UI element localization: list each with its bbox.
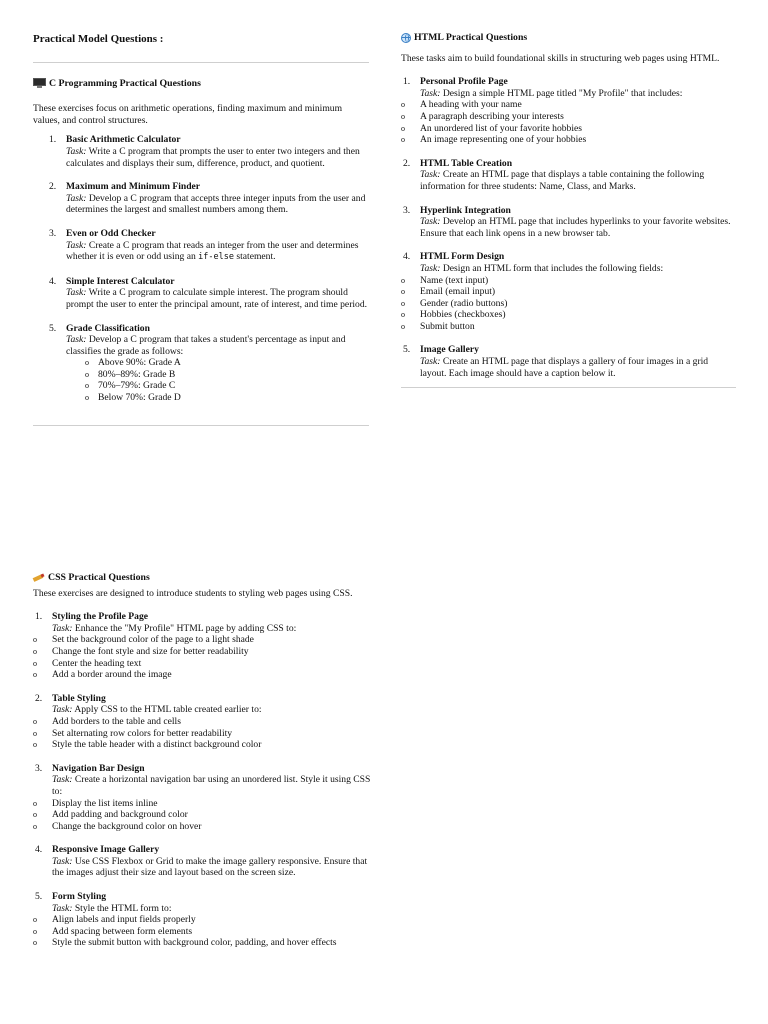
task-text: Create a horizontal navigation bar using an unordered list. Style it using CSS to: bbox=[52, 774, 371, 797]
bullet-marker: o bbox=[33, 716, 37, 726]
task-label: Task: bbox=[52, 902, 73, 914]
list-item-text: Display the list items inline bbox=[52, 797, 158, 809]
task-title: HTML Table Creation bbox=[420, 157, 513, 169]
bullet-marker: o bbox=[401, 135, 405, 145]
list-item-text: An image representing one of your hobbies bbox=[420, 134, 587, 146]
list-item bbox=[401, 309, 736, 321]
list-item-text: Add borders to the table and cells bbox=[52, 715, 181, 727]
task-description bbox=[420, 88, 736, 100]
task-description bbox=[66, 287, 369, 310]
divider bbox=[33, 425, 369, 426]
list-item bbox=[401, 298, 736, 310]
list-item bbox=[33, 669, 373, 681]
list-item bbox=[33, 369, 369, 381]
task-description bbox=[420, 356, 736, 379]
task-label: Task: bbox=[66, 239, 87, 251]
list-item bbox=[401, 275, 736, 287]
task-description bbox=[52, 903, 373, 915]
list-item-text: Style the submit button with background color, padding, and hover effects bbox=[52, 937, 337, 949]
task-text: Develop an HTML page that includes hyperlinks to your favorite websites. Ensure that each link opens in a new browser tab. bbox=[420, 216, 731, 239]
list-item-text: Set alternating row colors for better readability bbox=[52, 727, 233, 739]
css-section-intro: These exercises are designed to introduce students to styling web pages using CSS. bbox=[33, 587, 353, 599]
code-snippet: if-else bbox=[198, 252, 234, 263]
list-item-text: Set the background color of the page to a light shade bbox=[52, 634, 254, 646]
task-number: 4. bbox=[35, 844, 43, 856]
list-item-text: Add a border around the image bbox=[52, 669, 172, 681]
task-number: 4. bbox=[403, 251, 411, 263]
task-label: Task: bbox=[52, 622, 73, 634]
html-section-title bbox=[401, 32, 736, 44]
task-description bbox=[52, 856, 373, 879]
list-item bbox=[33, 914, 373, 926]
bullet-marker: o bbox=[33, 635, 37, 645]
task-text: Use CSS Flexbox or Grid to make the image gallery responsive. Ensure that the images adjust their size and layout based on the screen size. bbox=[52, 855, 368, 879]
monitor-icon bbox=[33, 78, 46, 88]
list-item-text: Email (email input) bbox=[420, 286, 496, 298]
bullet-marker: o bbox=[33, 728, 37, 738]
task-label: Task: bbox=[66, 334, 87, 346]
html-section-intro: These tasks aim to build foundational skills in structuring web pages using HTML. bbox=[401, 52, 720, 64]
list-item bbox=[401, 99, 736, 111]
task-number: 5. bbox=[403, 344, 411, 356]
bullet-marker: o bbox=[401, 275, 405, 285]
list-item-text: A heading with your name bbox=[420, 99, 522, 111]
list-item-text: Below 70%: Grade D bbox=[98, 392, 181, 404]
html-task-3 bbox=[401, 205, 736, 240]
task-title: Simple Interest Calculator bbox=[66, 275, 175, 287]
c-task-list bbox=[33, 134, 369, 403]
task-label: Task: bbox=[420, 356, 441, 368]
task-description bbox=[66, 193, 369, 216]
divider bbox=[33, 62, 369, 63]
task-number: 3. bbox=[35, 762, 43, 774]
c-task-1 bbox=[33, 134, 369, 169]
html-task-1 bbox=[401, 76, 736, 146]
list-item bbox=[33, 809, 373, 821]
bullet-marker: o bbox=[33, 798, 37, 808]
list-item bbox=[33, 392, 369, 404]
list-item-text: Above 90%: Grade A bbox=[98, 357, 181, 369]
task-label: Task: bbox=[52, 855, 73, 867]
bullet-marker: o bbox=[401, 100, 405, 110]
form-fields-bullet-list bbox=[401, 274, 736, 333]
list-item bbox=[33, 926, 373, 938]
list-item-text: A paragraph describing your interests bbox=[420, 110, 564, 122]
task-title: HTML Form Design bbox=[420, 251, 505, 263]
list-item bbox=[401, 321, 736, 333]
task-title: Grade Classification bbox=[66, 322, 150, 334]
bullet-marker: o bbox=[33, 926, 37, 936]
list-item-text: Submit button bbox=[420, 320, 475, 332]
list-item bbox=[401, 123, 736, 135]
list-item-text: Center the heading text bbox=[52, 657, 142, 669]
globe-icon bbox=[401, 33, 411, 43]
bullet-marker: o bbox=[85, 393, 89, 403]
bullet-marker: o bbox=[33, 938, 37, 948]
html-task-4 bbox=[401, 251, 736, 332]
list-item-text: 80%–89%: Grade B bbox=[98, 368, 176, 380]
task-text: Develop a C program that accepts three integer inputs from the user and determines the largest and smallest numbers among them. bbox=[66, 192, 366, 216]
task-number: 3. bbox=[403, 204, 411, 216]
html-task-list bbox=[401, 76, 736, 379]
task-title: Hyperlink Integration bbox=[420, 204, 511, 216]
bullet-marker: o bbox=[401, 310, 405, 320]
list-item bbox=[401, 111, 736, 123]
c-programming-column bbox=[33, 28, 369, 426]
divider bbox=[401, 387, 736, 388]
task-description bbox=[420, 263, 736, 275]
task-text: Create an HTML page that displays a gallery of four images in a grid layout. Each image should have a caption below it. bbox=[420, 356, 709, 379]
task-description bbox=[52, 704, 373, 716]
task-label: Task: bbox=[52, 704, 73, 716]
html-section-title-text: HTML Practical Questions bbox=[414, 32, 528, 43]
list-item bbox=[33, 728, 373, 740]
list-item bbox=[33, 380, 369, 392]
profile-bullet-list bbox=[401, 99, 736, 146]
task-text: Design a simple HTML page titled "My Profile" that includes: bbox=[440, 87, 683, 99]
task-label: Task: bbox=[66, 145, 87, 157]
c-task-3 bbox=[33, 228, 369, 264]
task-text: Develop a C program that takes a student's percentage as input and classifies the grade as follows: bbox=[66, 334, 346, 357]
list-item-text: Name (text input) bbox=[420, 274, 489, 286]
list-item-text: Change the background color on hover bbox=[52, 820, 202, 832]
list-item bbox=[33, 357, 369, 369]
page-title: Practical Model Questions : bbox=[33, 33, 164, 45]
css-section-title-text: CSS Practical Questions bbox=[48, 572, 150, 583]
bullet-marker: o bbox=[33, 810, 37, 820]
task-title: Responsive Image Gallery bbox=[52, 844, 160, 856]
html-column bbox=[401, 28, 736, 388]
c-task-2 bbox=[33, 181, 369, 216]
task-label: Task: bbox=[66, 287, 87, 299]
table-style-bullet-list bbox=[33, 715, 373, 751]
task-number: 5. bbox=[49, 322, 57, 334]
list-item-text: 70%–79%: Grade C bbox=[98, 380, 176, 392]
task-title: Maximum and Minimum Finder bbox=[66, 181, 201, 193]
task-label: Task: bbox=[420, 262, 441, 274]
css-task-1 bbox=[33, 611, 373, 681]
navbar-style-bullet-list bbox=[33, 797, 373, 833]
bullet-marker: o bbox=[401, 287, 405, 297]
pencil-icon bbox=[33, 574, 45, 582]
task-label: Task: bbox=[420, 216, 441, 228]
css-task-4 bbox=[33, 844, 373, 879]
task-number: 2. bbox=[35, 692, 43, 704]
task-text: Create an HTML page that displays a table containing the following information for three students: Name, Class, and Marks. bbox=[420, 169, 705, 192]
css-column bbox=[33, 572, 373, 949]
bullet-marker: o bbox=[85, 369, 89, 379]
task-label: Task: bbox=[420, 87, 441, 99]
grade-bullet-list bbox=[66, 357, 369, 403]
task-number: 3. bbox=[49, 227, 57, 239]
task-description bbox=[52, 774, 373, 797]
task-text: Enhance the "My Profile" HTML page by adding CSS to: bbox=[72, 622, 297, 634]
list-item bbox=[33, 658, 373, 670]
list-item-text: Style the table header with a distinct background color bbox=[52, 739, 262, 751]
bullet-marker: o bbox=[33, 670, 37, 680]
bullet-marker: o bbox=[401, 321, 405, 331]
css-task-3 bbox=[33, 763, 373, 833]
list-item-text: Align labels and input fields properly bbox=[52, 914, 196, 926]
task-number: 2. bbox=[403, 157, 411, 169]
task-text: Write a C program to calculate simple interest. The program should prompt the user to enter the principal amount, rate of interest, and time period. bbox=[66, 287, 368, 310]
list-item-text: An unordered list of your favorite hobbies bbox=[420, 122, 582, 134]
task-text: Style the HTML form to: bbox=[72, 902, 172, 914]
bullet-marker: o bbox=[33, 821, 37, 831]
task-number: 1. bbox=[35, 611, 43, 623]
list-item bbox=[33, 634, 373, 646]
task-title: Form Styling bbox=[52, 891, 107, 903]
list-item-text: Hobbies (checkboxes) bbox=[420, 309, 506, 321]
css-task-5 bbox=[33, 891, 373, 949]
task-text: Design an HTML form that includes the following fields: bbox=[440, 262, 664, 274]
task-text: Apply CSS to the HTML table created earlier to: bbox=[72, 704, 262, 716]
list-item bbox=[33, 821, 373, 833]
bullet-marker: o bbox=[401, 123, 405, 133]
task-description bbox=[66, 334, 369, 357]
task-description bbox=[66, 146, 369, 169]
task-number: 4. bbox=[49, 275, 57, 287]
bullet-marker: o bbox=[85, 358, 89, 368]
task-title: Navigation Bar Design bbox=[52, 762, 145, 774]
bullet-marker: o bbox=[33, 740, 37, 750]
bullet-marker: o bbox=[33, 658, 37, 668]
list-item bbox=[401, 134, 736, 146]
task-title: Personal Profile Page bbox=[420, 76, 508, 88]
task-number: 1. bbox=[49, 134, 57, 146]
list-item bbox=[33, 798, 373, 810]
task-text: Write a C program that prompts the user to enter two integers and then calculates and displays their sum, difference, product, and quotient. bbox=[66, 145, 360, 169]
list-item-text: Gender (radio buttons) bbox=[420, 297, 508, 309]
bullet-marker: o bbox=[33, 646, 37, 656]
bullet-marker: o bbox=[33, 915, 37, 925]
bullet-marker: o bbox=[401, 298, 405, 308]
css-section-title bbox=[33, 572, 373, 584]
list-item bbox=[33, 739, 373, 751]
task-title: Even or Odd Checker bbox=[66, 227, 156, 239]
task-description bbox=[66, 240, 369, 264]
list-item bbox=[33, 937, 373, 949]
task-text-end: statement. bbox=[233, 251, 276, 263]
list-item-text: Change the font style and size for better readability bbox=[52, 645, 249, 657]
task-number: 1. bbox=[403, 76, 411, 88]
list-item bbox=[33, 646, 373, 658]
bullet-marker: o bbox=[85, 381, 89, 391]
task-label: Task: bbox=[66, 192, 87, 204]
css-task-list bbox=[33, 611, 373, 949]
list-item bbox=[401, 286, 736, 298]
list-item-text: Add padding and background color bbox=[52, 809, 188, 821]
task-number: 2. bbox=[49, 181, 57, 193]
task-number: 5. bbox=[35, 891, 43, 903]
c-task-5 bbox=[33, 323, 369, 404]
task-label: Task: bbox=[420, 169, 441, 181]
bullet-marker: o bbox=[401, 111, 405, 121]
task-title: Styling the Profile Page bbox=[52, 611, 149, 623]
c-section-title-text: C Programming Practical Questions bbox=[49, 77, 201, 89]
html-task-2 bbox=[401, 158, 736, 193]
css-task-2 bbox=[33, 693, 373, 751]
c-task-4 bbox=[33, 276, 369, 311]
c-section-intro: These exercises focus on arithmetic operations, finding maximum and minimum values, and control structures. bbox=[33, 103, 343, 126]
html-task-5 bbox=[401, 344, 736, 379]
task-title: Image Gallery bbox=[420, 344, 479, 356]
list-item-text: Add spacing between form elements bbox=[52, 925, 193, 937]
c-section-title bbox=[33, 78, 369, 90]
task-title: Basic Arithmetic Calculator bbox=[66, 134, 181, 146]
task-description bbox=[52, 623, 373, 635]
profile-style-bullet-list bbox=[33, 634, 373, 681]
form-style-bullet-list bbox=[33, 914, 373, 949]
list-item bbox=[33, 716, 373, 728]
task-description bbox=[420, 216, 736, 239]
task-text: Create a C program that reads an integer from the user and determines whether it is even or odd using an bbox=[66, 239, 359, 263]
task-description bbox=[420, 169, 736, 192]
task-title: Table Styling bbox=[52, 692, 106, 704]
task-label: Task: bbox=[52, 774, 73, 786]
